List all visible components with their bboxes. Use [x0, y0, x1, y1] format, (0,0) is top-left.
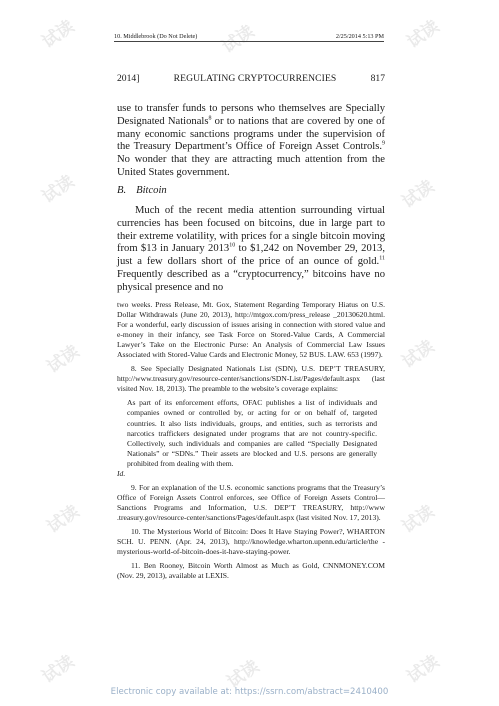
body-text-span: Frequently described as a “cryptocurrency,” bitcoins have no physical presence and no: [117, 268, 385, 293]
running-head-title: REGULATING CRYPTOCURRENCIES: [173, 73, 337, 84]
watermark: 试读: [43, 501, 84, 538]
section-heading: [117, 185, 385, 198]
section-title: Bitcoin: [136, 185, 167, 196]
page-number: 817: [370, 73, 385, 84]
ssrn-footer-link[interactable]: Electronic copy available at: https://ssrn.com/abstract=2410400: [110, 687, 389, 697]
document-header: [114, 33, 384, 42]
body-text-span: or to nations that are covered by one of many economic sanctions programs under the supervision of the Treasury Department’s Office of Foreign Asset Controls.: [117, 115, 386, 153]
header-left: 10. Middlebrook (Do Not Delete): [114, 33, 198, 40]
section-letter: B.: [117, 185, 127, 196]
footnote-9: 9. For an explanation of the U.S. economic sanctions programs that the Treasury’s Office of Foreign Assets Control enforces, see Office of Foreign Assets Control—Sanctions Programs and Information, U.S. DEP’T TREASURY, http://www .treasury.gov/resource-center/sanctions/Pages/default.aspx (last visited Nov. 17, 2013).: [117, 482, 385, 522]
footnote-ref[interactable]: 8: [208, 115, 212, 122]
body-paragraph: [117, 205, 385, 295]
body-text-span: Much of the recent media attention surrounding virtual currencies has been focused on bitcoins, due in large part to their extreme volatility, with prices for a single bitcoin moving from $13 in January 2013: [117, 205, 385, 255]
footnote-11: 11. Ben Rooney, Bitcoin Worth Almost as Much as Gold, CNNMONEY.COM (Nov. 29, 2013), available at LEXIS.: [117, 561, 385, 581]
body-text-span: No wonder that they are attracting much attention from the United States government.: [117, 154, 385, 178]
body-text-span: to $1,242 on November 29, 2013, just a few dollars short of the price of an ounce of gold.: [117, 243, 386, 268]
watermark: 试读: [403, 651, 444, 688]
footnote-8-quote: As part of its enforcement efforts, OFAC publishes a list of individuals and companies owned or controlled by, or acting for or on behalf of, targeted countries. It also lists individuals, groups, and entities, such as terrorists and narcotics traffickers designated under programs that are not country-specific. Collectively, such individuals and companies are called “Specially Designated Nationals” or “SDNs.” Their assets are blocked and U.S. persons are generally prohibited from dealing with them.: [127, 398, 377, 468]
watermark: 试读: [403, 16, 444, 53]
footnote-ref[interactable]: 10: [229, 242, 236, 249]
footnote-ref[interactable]: 11: [379, 255, 385, 262]
footnote-8: 8. See Specially Designated Nationals List (SDN), U.S. DEP’T TREASURY, http://www.treasury.gov/resource-center/sanctions/SDN-List/Pages/default.aspx (last visited Nov. 18, 2013). The preamble to the website’s coverage explains:: [117, 364, 385, 394]
body-text-span: use to transfer funds to persons who themselves are Specially Designated Nationals: [117, 103, 385, 127]
watermark: 试读: [38, 651, 79, 688]
body-paragraph: [117, 103, 385, 180]
watermark: 试读: [223, 656, 264, 693]
watermark: 试读: [398, 501, 439, 538]
running-head-year: 2014]: [117, 73, 140, 84]
watermark: 试读: [218, 21, 259, 58]
footnotes: [117, 300, 385, 581]
header-right: 2/25/2014 5:13 PM: [335, 33, 384, 40]
watermark: 试读: [398, 336, 439, 373]
footnote-7-continued: two weeks. Press Release, Mt. Gox, Statement Regarding Temporary Hiatus on U.S. Dollar Withdrawals (June 20, 2013), http://mtgox.com/press_release _20130620.html. For a wonderful, early discussion of issues arising in connection with stored value and e-money in their infancy, see Task Force on Stored-Value Cards, A Commercial Lawyer’s Take on the Electronic Purse: An Analysis of Commercial Law Issues Associated with Stored-Value Cards and Electronic Money, 52 BUS. LAW. 653 (1997).: [117, 300, 385, 360]
footnote-ref[interactable]: 9: [382, 140, 385, 147]
running-head: [117, 73, 385, 84]
watermark: 试读: [43, 341, 84, 378]
footnote-10: 10. The Mysterious World of Bitcoin: Does It Have Staying Power?, WHARTON SCH. U. PENN. (Apr. 24, 2013), http://knowledge.wharton.upenn.edu/article/the -mysterious-world-of-bitcoin-does-it-have-staying-power.: [117, 526, 385, 557]
watermark: 试读: [38, 171, 79, 208]
watermark: 试读: [398, 176, 439, 213]
footnote-8-id: Id.: [117, 468, 126, 478]
watermark: 试读: [38, 16, 79, 53]
